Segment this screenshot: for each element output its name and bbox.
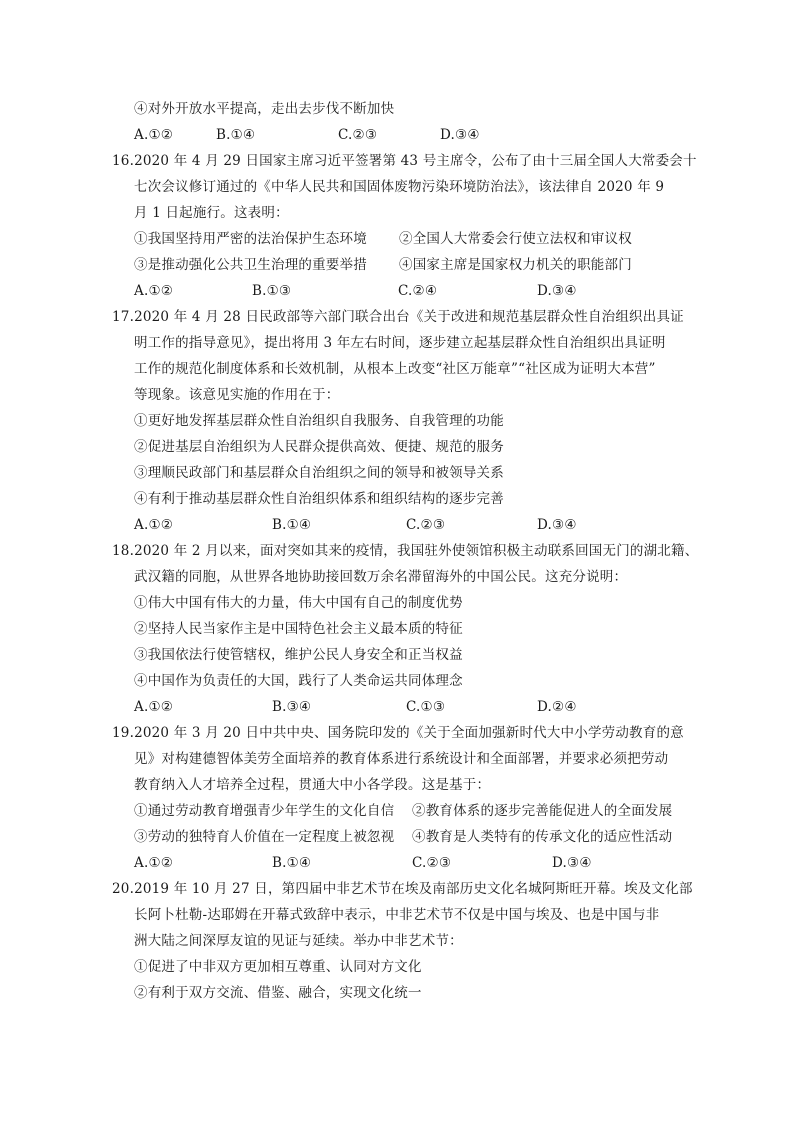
q18-option-c[interactable]: C.①③ [406,699,446,715]
q17-option-c[interactable]: C.②③ [406,517,446,533]
q16-stem-line-3: 月 1 日起施行。这表明： [134,205,289,221]
option-b[interactable]: B.①④ [216,127,256,143]
statement-4: ④对外开放水平提高，走出去步伐不断加快 [134,101,395,117]
q19-statement-3: ③劳动的独特育人价值在一定程度上被忽视 [134,829,395,845]
q16-option-d[interactable]: D.③④ [537,283,577,299]
q20-stem-line-2: 长阿卜杜勒-达耶姆在开幕式致辞中表示，中非艺术节不仅是中国与埃及、也是中国与非 [134,907,660,923]
q18-option-a[interactable]: A.①② [134,699,174,715]
q18-option-b[interactable]: B.③④ [272,699,312,715]
q16-statement-2: ②全国人大常委会行使立法权和审议权 [399,231,632,247]
q17-statement-3: ③理顺民政部门和基层群众自治组织之间的领导和被领导关系 [134,465,504,481]
q16-option-b[interactable]: B.①③ [252,283,292,299]
option-c[interactable]: C.②③ [338,127,378,143]
q17-option-a[interactable]: A.①② [134,517,174,533]
q16-statement-1: ①我国坚持用严密的法治保护生态环境 [134,231,367,247]
q16-statement-3: ③是推动强化公共卫生治理的重要举措 [134,257,367,273]
q18-stem-line-1: 18.2020 年 2 月以来，面对突如其来的疫情，我国驻外使领馆积极主动联系回国无门的湖北籍、 [112,543,699,559]
q18-statement-3: ③我国依法行使管辖权，维护公民人身安全和正当权益 [134,647,463,663]
q20-stem-line-1: 20.2019 年 10 月 27 日，第四届中非艺术节在埃及南部历史文化名城阿斯旺开幕。埃及文化部 [112,881,693,897]
q17-stem-line-3: 工作的规范化制度体系和长效机制，从根本上改变“社区万能章”“社区成为证明大本营” [134,361,656,377]
q19-option-b[interactable]: B.①④ [272,855,312,871]
q17-statement-2: ②促进基层自治组织为人民群众提供高效、便捷、规范的服务 [134,439,504,455]
q19-option-d[interactable]: D.③④ [552,855,592,871]
q17-statement-1: ①更好地发挥基层群众性自治组织自我服务、自我管理的功能 [134,413,504,429]
q17-stem-line-4: 等现象。该意见实施的作用在于： [134,387,340,403]
q18-statement-4: ④中国作为负责任的大国，践行了人类命运共同体理念 [134,673,463,689]
q20-statement-2: ②有利于双方交流、借鉴、融合，实现文化统一 [134,985,422,1001]
q18-stem-line-2: 武汉籍的同胞，从世界各地协助接回数万余名滞留海外的中国公民。这充分说明： [134,569,628,585]
q18-option-d[interactable]: D.②④ [537,699,577,715]
q17-option-b[interactable]: B.①④ [272,517,312,533]
q17-stem-line-2: 明工作的指导意见》，提出将用 3 年左右时间，逐步建立起基层群众性自治组织出具证明 [134,335,666,351]
q19-option-c[interactable]: C.②③ [412,855,452,871]
q19-stem-line-2: 见》对构建德智体美劳全面培养的教育体系进行系统设计和全面部署，并要求必须把劳动 [134,751,669,767]
q16-stem-line-1: 16.2020 年 4 月 29 日国家主席习近平签署第 43 号主席令，公布了由十三届全国人大常委会十 [112,153,697,169]
option-d[interactable]: D.③④ [440,127,480,143]
q20-statement-1: ①促进了中非双方更加相互尊重、认同对方文化 [134,959,422,975]
q20-stem-line-3: 洲大陆之间深厚友谊的见证与延续。举办中非艺术节： [134,933,463,949]
q19-stem-line-1: 19.2020 年 3 月 20 日中共中央、国务院印发的《关于全面加强新时代大中小学劳动教育的意 [112,725,684,741]
q16-option-c[interactable]: C.②④ [398,283,438,299]
q19-stem-line-3: 教育纳入人才培养全过程，贯通大中小各学段。这是基于： [134,777,491,793]
q16-option-a[interactable]: A.①② [134,283,174,299]
q18-statement-1: ①伟大中国有伟大的力量，伟大中国有自己的制度优势 [134,595,463,611]
q19-statement-4: ④教育是人类特有的传承文化的适应性活动 [412,829,673,845]
q17-stem-line-1: 17.2020 年 4 月 28 日民政部等六部门联合出台《关于改进和规范基层群众性自治组织出具证 [112,309,684,325]
q19-statement-1: ①通过劳动教育增强青少年学生的文化自信 [134,803,395,819]
q17-statement-4: ④有利于推动基层群众性自治组织体系和组织结构的逐步完善 [134,491,504,507]
option-a[interactable]: A.①② [134,127,174,143]
q16-statement-4: ④国家主席是国家权力机关的职能部门 [399,257,632,273]
q19-option-a[interactable]: A.①② [134,855,174,871]
q17-option-d[interactable]: D.③④ [537,517,577,533]
q18-statement-2: ②坚持人民当家作主是中国特色社会主义最本质的特征 [134,621,463,637]
q16-stem-line-2: 七次会议修订通过的《中华人民共和国固体废物污染环境防治法》，该法律自 2020 年 9 [134,179,665,195]
q19-statement-2: ②教育体系的逐步完善能促进人的全面发展 [412,803,673,819]
